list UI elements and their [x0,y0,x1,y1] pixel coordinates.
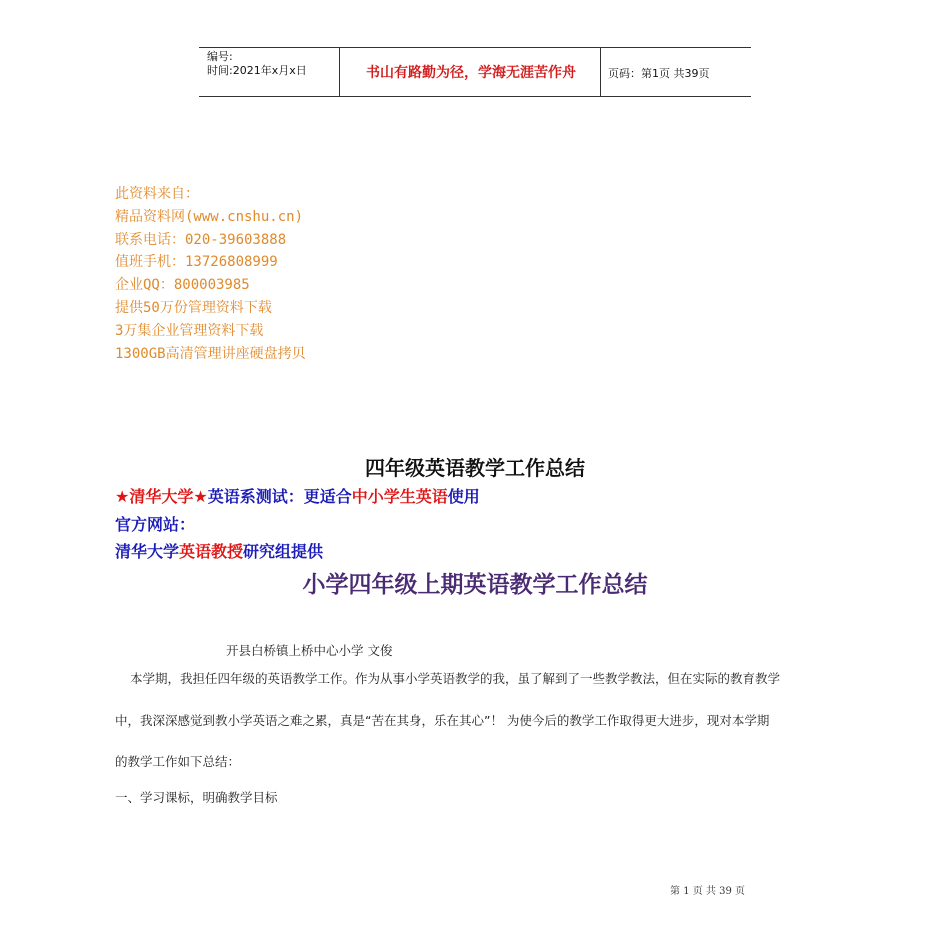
source-line: 提供50万份管理资料下载 [115,299,272,316]
star-icon: ★ [115,487,130,506]
promo-text: 使用 [447,487,480,506]
page-footer: 第 1 页 共 39 页 [670,886,745,897]
source-info [115,183,306,365]
promo-line-1 [115,484,480,507]
promo-group: 研究组提供 [243,542,324,561]
header-divider [339,48,340,96]
promo-website-label: 官方网站： [115,515,196,534]
source-line: 此资料来自： [115,186,199,202]
promo-line-3 [115,539,323,562]
promo-target: 中小学生英语 [351,487,448,506]
promo-text: 更适合 [303,487,352,506]
source-line: 企业QQ：800003985 [115,277,250,294]
promo-dept: 英语系测试： [207,487,304,506]
star-icon: ★ [193,487,208,506]
header-meta [207,50,307,78]
header-motto: 书山有路勤为径，学海无涯苦作舟 [366,65,576,81]
document-title: 四年级英语教学工作总结 [365,456,585,480]
promo-school: 清华大学 [129,487,194,506]
source-line: 3万集企业管理资料下载 [115,322,264,339]
number-label: 编号: [207,50,233,63]
paragraph-line: 中，我深深感觉到教小学英语之难之累，真是“苦在其身，乐在其心”！ 为使今后的教学工作取得更大进步，现对本学期 [115,713,770,728]
main-title: 小学四年级上期英语教学工作总结 [302,572,648,598]
header-divider [600,48,601,96]
source-line: 值班手机：13726808999 [115,254,278,271]
promo-professor: 英语教授 [179,542,244,561]
author-line: 开县白桥镇上桥中心小学 文俊 [226,643,393,658]
source-line: 1300GB高清管理讲座硬盘拷贝 [115,345,306,362]
document-header [199,47,751,97]
paragraph-line: 本学期，我担任四年级的英语教学工作。作为从事小学英语教学的我，虽了解到了一些教学教法，但在实际的教育教学 [130,671,781,686]
paragraph-line: 的教学工作如下总结： [115,754,241,769]
header-page-code: 页码：第1页 共39页 [608,67,710,80]
time-label: 时间:2021年x月x日 [207,64,307,77]
source-line: 精品资料网(www.cnshu.cn) [115,208,304,225]
source-line: 联系电话：020-39603888 [115,231,287,248]
section-heading: 一、学习课标，明确教学目标 [115,790,278,805]
promo-school: 清华大学 [115,542,180,561]
